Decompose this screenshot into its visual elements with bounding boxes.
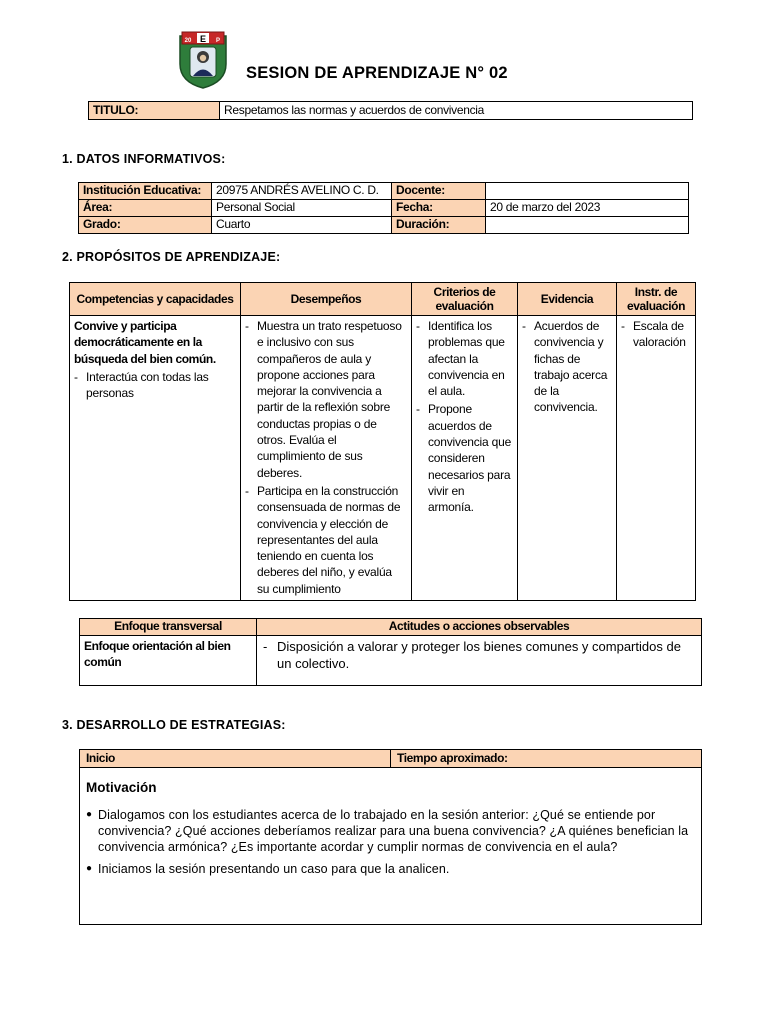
grado-label: Grado: xyxy=(79,217,212,234)
header-enfoque: Enfoque transversal xyxy=(80,619,257,636)
inicio-label: Inicio xyxy=(80,750,391,768)
section-heading-datos: 1. DATOS INFORMATIVOS: xyxy=(62,152,226,166)
tiempo-label: Tiempo aproximado: xyxy=(391,750,702,768)
desempeno-1: Muestra un trato respetuoso e inclusivo con sus compañeros de aula y propone acciones para mejorar la convivencia a partir de la reflexión sobre conductas propias o de otros. Evalúa el cumplimiento de sus deberes. xyxy=(257,319,402,480)
duracion-value xyxy=(486,217,689,234)
header-competencias: Competencias y capacidades xyxy=(70,283,241,316)
area-label: Área: xyxy=(79,200,212,217)
motivacion-heading: Motivación xyxy=(86,780,157,795)
desempenos-cell xyxy=(241,316,412,601)
list-item: - Participa en la construcción consensuada de normas de convivencia y elección de representantes del aula teniendo en cuenta los deberes del niño, y evalúa su cumplimiento xyxy=(245,483,407,597)
logo-side-right: P xyxy=(215,38,221,44)
header-actitudes: Actitudes o acciones observables xyxy=(257,619,702,636)
criterio-2: Propone acuerdos de convivencia que consideren necesarios para vivir en armonía. xyxy=(428,402,512,515)
enfoque-name: Enfoque orientación al bien común xyxy=(80,636,257,686)
list-item: - Identifica los problemas que afectan la convivencia en el aula. xyxy=(416,318,513,399)
titulo-table xyxy=(88,101,693,120)
fecha-value: 20 de marzo del 2023 xyxy=(486,200,689,217)
docente-value xyxy=(486,183,689,200)
section-heading-propositos: 2. PROPÓSITOS DE APRENDIZAJE: xyxy=(62,250,281,264)
titulo-label: TITULO: xyxy=(89,102,220,120)
desarrollo-content xyxy=(80,768,702,925)
instrumento-text: Escala de valoración xyxy=(633,319,686,350)
enfoque-table xyxy=(79,618,702,686)
actitud-text: Disposición a valorar y proteger los bienes comunes y compartidos de un colectivo. xyxy=(277,639,681,671)
desarrollo-table xyxy=(79,749,702,925)
propositos-table xyxy=(69,282,696,601)
institucion-label: Institución Educativa: xyxy=(79,183,212,200)
titulo-value: Respetamos las normas y acuerdos de convivencia xyxy=(220,102,693,120)
list-item: - Acuerdos de convivencia y fichas de trabajo acerca de la convivencia. xyxy=(522,318,612,416)
logo-side-left: 20 xyxy=(184,38,192,44)
instrumento-cell xyxy=(617,316,696,601)
competencias-cell xyxy=(70,316,241,601)
bullet-icon: ● xyxy=(86,809,93,820)
list-item xyxy=(86,861,695,877)
list-item: - Escala de valoración xyxy=(621,318,691,351)
header-criterios: Criterios de evaluación xyxy=(412,283,518,316)
page-title: SESION DE APRENDIZAJE N° 02 xyxy=(246,64,508,82)
list-item: - Muestra un trato respetuoso e inclusivo con sus compañeros de aula y propone acciones para mejorar la convivencia a partir de la reflexión sobre conductas propias o de otros. Evalúa el cumplimiento de sus deberes. xyxy=(245,318,407,481)
evidencia-text: Acuerdos de convivencia y fichas de trabajo acerca de la convivencia. xyxy=(534,319,608,415)
bullet-text-1: Dialogamos con los estudiantes acerca de lo trabajado en la sesión anterior: ¿Qué se entiende por convivencia? ¿Qué acciones deberíamos realizar para una buena convivencia? ¿A quiénes benefician la convivencia armónica? ¿Es importante acordar y cumplir normas de convivencia en el aula? xyxy=(98,808,689,854)
school-logo-crest xyxy=(176,30,230,90)
header-instrumento: Instr. de evaluación xyxy=(617,283,696,316)
docente-label: Docente: xyxy=(392,183,486,200)
list-item: - Disposición a valorar y proteger los bienes comunes y compartidos de un colectivo. xyxy=(263,638,695,672)
section-heading-desarrollo: 3. DESARROLLO DE ESTRATEGIAS: xyxy=(62,718,286,732)
datos-table xyxy=(78,182,689,234)
competencia-text: Convive y participa democráticamente en la búsqueda del bien común. xyxy=(74,319,216,366)
actitud-cell xyxy=(257,636,702,686)
evidencia-cell xyxy=(518,316,617,601)
area-value: Personal Social xyxy=(212,200,392,217)
list-item: - Interactúa con todas las personas xyxy=(74,369,236,402)
criterio-1: Identifica los problemas que afectan la convivencia en el aula. xyxy=(428,319,505,399)
grado-value: Cuarto xyxy=(212,217,392,234)
list-item xyxy=(86,807,695,855)
desempeno-2: Participa en la construcción consensuada de normas de convivencia y elección de representantes del aula teniendo en cuenta los deberes del niño, y evalúa su cumplimiento xyxy=(257,483,401,596)
list-item: - Propone acuerdos de convivencia que consideren necesarios para vivir en armonía. xyxy=(416,402,512,515)
institucion-value: 20975 ANDRÉS AVELINO C. D. xyxy=(212,183,392,200)
bullet-text-2: Iniciamos la sesión presentando un caso para que la analicen. xyxy=(98,862,450,876)
header-desempenos: Desempeños xyxy=(241,283,412,316)
criterios-cell xyxy=(412,316,518,601)
header-evidencia: Evidencia xyxy=(518,283,617,316)
capacidad-text: Interactúa con todas las personas xyxy=(86,369,209,401)
fecha-label: Fecha: xyxy=(392,200,486,217)
logo-letter: E xyxy=(199,34,207,44)
bullet-icon: ● xyxy=(86,863,93,874)
duracion-label: Duración: xyxy=(392,217,486,234)
